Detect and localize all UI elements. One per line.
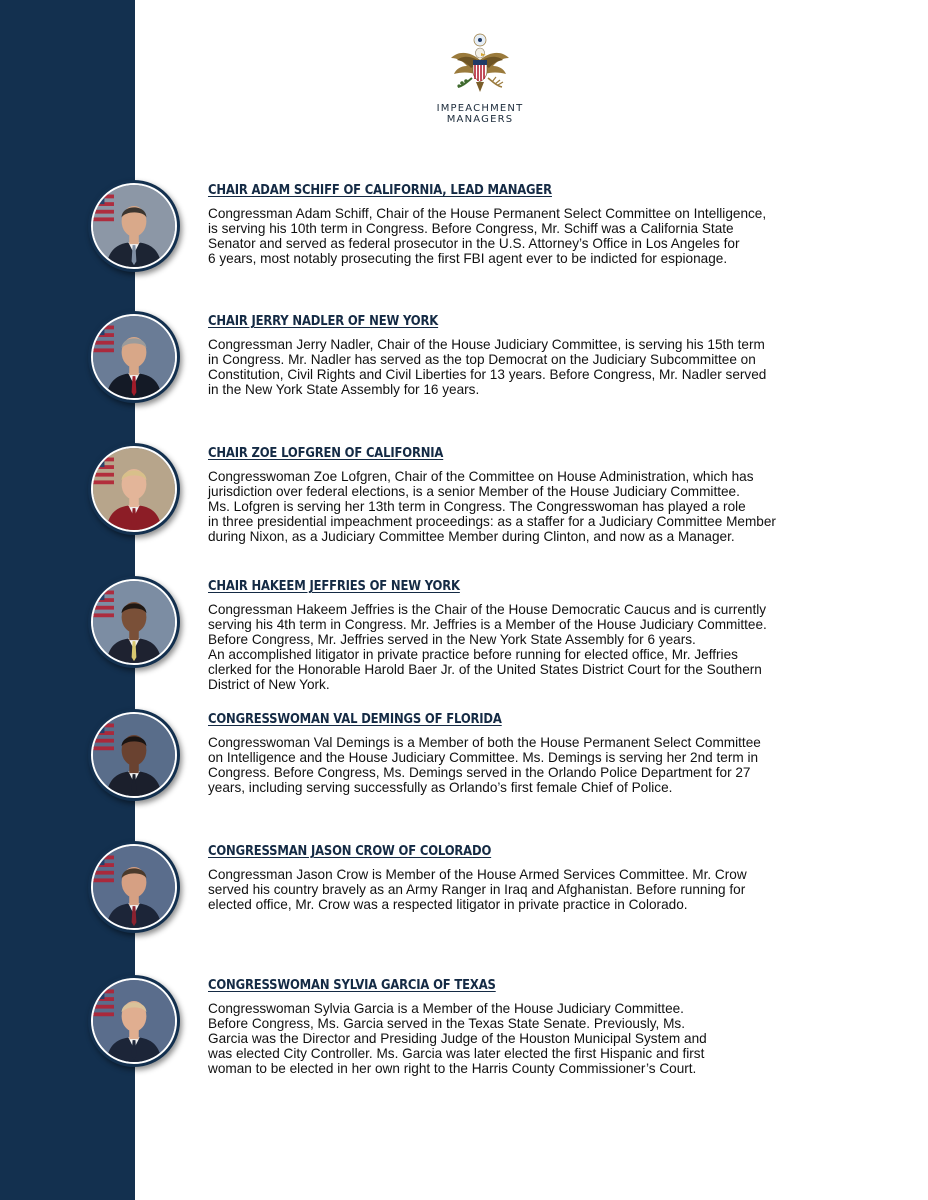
header-title-line-2: MANAGERS [446, 114, 514, 125]
bio-line: on Intelligence and the House Judiciary Committee. Ms. Demings is serving her 2nd term in [208, 750, 759, 765]
header-title [400, 103, 560, 125]
house-seal-eagle-icon [445, 30, 515, 100]
bio-line: clerked for the Honorable Harold Baer Jr. of the United States District Court for the Southern [208, 662, 762, 677]
manager-bio [208, 469, 848, 544]
portrait-photo [91, 712, 177, 798]
manager-bio [208, 206, 848, 266]
bio-line: Congressman Hakeem Jeffries is the Chair of the House Democratic Caucus and is currently [208, 602, 767, 617]
manager-bio [208, 602, 848, 692]
portrait-hakeem-jeffries [88, 576, 180, 668]
manager-name-heading: CHAIR ZOE LOFGREN OF CALIFORNIA [208, 445, 444, 461]
bio-line: Congresswoman Zoe Lofgren, Chair of the Committee on House Administration, which has [208, 469, 754, 484]
bio-line: in Congress. Mr. Nadler has served as the top Democrat on the Judiciary Subcommittee on [208, 352, 756, 367]
bio-line: Congressman Adam Schiff, Chair of the House Permanent Select Committee on Intelligence, [208, 206, 767, 221]
bio-line: serving his 4th term in Congress. Mr. Jeffries is a Member of the House Judiciary Committee. [208, 617, 767, 632]
manager-bio [208, 337, 848, 397]
portrait-photo [91, 844, 177, 930]
bio-line: Congressman Jerry Nadler, Chair of the House Judiciary Committee, is serving his 15th term [208, 337, 765, 352]
portrait-photo [91, 446, 177, 532]
bio-line: woman to be elected in her own right to the Harris County Commissioner’s Court. [208, 1061, 697, 1076]
manager-bio [208, 867, 848, 912]
manager-name-heading: CHAIR ADAM SCHIFF OF CALIFORNIA, LEAD MANAGER [208, 182, 552, 198]
bio-line: Congresswoman Sylvia Garcia is a Member of the House Judiciary Committee. [208, 1001, 684, 1016]
portrait-photo [91, 978, 177, 1064]
bio-line: was elected City Controller. Ms. Garcia was later elected the first Hispanic and first [208, 1046, 705, 1061]
bio-line: jurisdiction over federal elections, is a senior Member of the House Judiciary Committee. [208, 484, 740, 499]
bio-line: Ms. Lofgren is serving her 13th term in Congress. The Congresswoman has played a role [208, 499, 746, 514]
portrait-jason-crow [88, 841, 180, 933]
bio-line: in the New York State Assembly for 16 years. [208, 382, 480, 397]
portrait-photo [91, 579, 177, 665]
bio-line: during Nixon, as a Judiciary Committee Member during Clinton, and now as a Manager. [208, 529, 735, 544]
bio-line: Congress. Before Congress, Ms. Demings served in the Orlando Police Department for 27 [208, 765, 751, 780]
header-title-line-1: IMPEACHMENT [436, 103, 524, 114]
bio-line: Garcia was the Director and Presiding Judge of the Houston Municipal System and [208, 1031, 707, 1046]
manager-bio [208, 735, 848, 795]
portrait-photo [91, 183, 177, 269]
portrait-zoe-lofgren [88, 443, 180, 535]
bio-line: is serving his 10th term in Congress. Before Congress, Mr. Schiff was a California State [208, 221, 734, 236]
portrait-jerry-nadler [88, 311, 180, 403]
portrait-adam-schiff [88, 180, 180, 272]
bio-line: served his country bravely as an Army Ranger in Iraq and Afghanistan. Before running for [208, 882, 746, 897]
bio-line: An accomplished litigator in private practice before running for elected office, Mr. Jeffries [208, 647, 738, 662]
bio-line: Constitution, Civil Rights and Civil Liberties for 13 years. Before Congress, Mr. Nadler served [208, 367, 767, 382]
portrait-photo [91, 314, 177, 400]
bio-line: in three presidential impeachment proceedings: as a staffer for a Judiciary Committee Member [208, 514, 776, 529]
page-header [400, 30, 560, 125]
portrait-val-demings [88, 709, 180, 801]
portrait-sylvia-garcia [88, 975, 180, 1067]
bio-line: 6 years, most notably prosecuting the first FBI agent ever to be indicted for espionage. [208, 251, 728, 266]
bio-line: District of New York. [208, 677, 330, 692]
bio-line: Before Congress, Ms. Garcia served in the Texas State Senate. Previously, Ms. [208, 1016, 686, 1031]
manager-name-heading: CONGRESSMAN JASON CROW OF COLORADO [208, 843, 492, 859]
manager-name-heading: CONGRESSWOMAN VAL DEMINGS OF FLORIDA [208, 711, 502, 727]
manager-name-heading: CHAIR JERRY NADLER OF NEW YORK [208, 313, 439, 329]
bio-line: Congressman Jason Crow is Member of the House Armed Services Committee. Mr. Crow [208, 867, 747, 882]
bio-line: Before Congress, Mr. Jeffries served in the New York State Assembly for 6 years. [208, 632, 696, 647]
bio-line: Congresswoman Val Demings is a Member of both the House Permanent Select Committee [208, 735, 761, 750]
manager-name-heading: CHAIR HAKEEM JEFFRIES OF NEW YORK [208, 578, 460, 594]
bio-line: elected office, Mr. Crow was a respected litigator in private practice in Colorado. [208, 897, 688, 912]
manager-bio [208, 1001, 848, 1076]
manager-name-heading: CONGRESSWOMAN SYLVIA GARCIA OF TEXAS [208, 977, 496, 993]
bio-line: years, including serving successfully as Orlando’s first female Chief of Police. [208, 780, 673, 795]
bio-line: Senator and served as federal prosecutor in the U.S. Attorney’s Office in Los Angeles for [208, 236, 740, 251]
